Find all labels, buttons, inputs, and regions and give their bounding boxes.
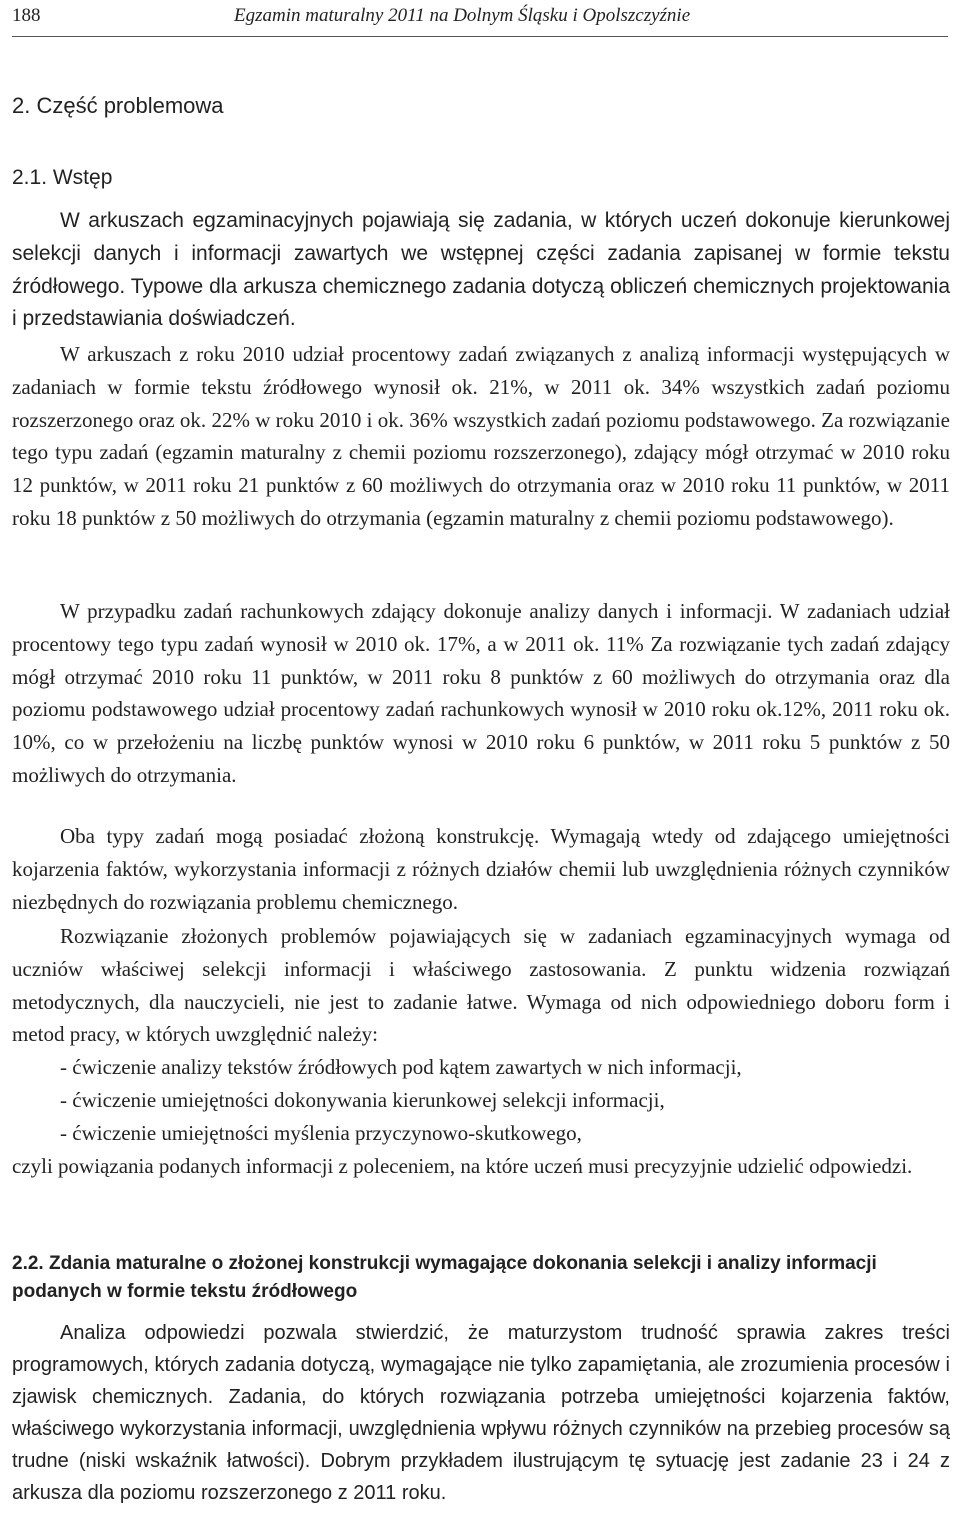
- paragraph-percentages: W arkuszach z roku 2010 udział procentowy zadań związanych z analizą informacji występujących w zadaniach w formie tekstu źródłowego wynosił ok. 21%, w 2011 ok. 34% wszystkich zadań poziomu rozszerzonego oraz ok. 22% w roku 2010 i ok. 36% wszystkich zadań poziomu podstawowego. Za rozwiązanie tego typu zadań (egzamin maturalny z chemii poziomu rozszerzonego), zdający mógł otrzymać w 2010 roku 12 punktów, w 2011 roku 21 punktów z 60 możliwych do otrzymania oraz w 2010 roku 11 punktów, w 2011 roku 18 punktów z 50 możliwych do otrzymania (egzamin maturalny z chemii poziomu podstawowego).: [12, 342, 950, 530]
- paragraph-intro: W arkuszach egzaminacyjnych pojawiają się zadania, w których uczeń dokonuje kierunkowej selekcji danych i informacji zawartych we wstępnej części zadania zapisanej w formie tekstu źródłowego. Typowe dla arkusza chemicznego zadania dotyczą obliczeń chemicznych projektowania i przedstawiania doświadczeń.: [12, 209, 950, 331]
- paragraph-methods: [12, 920, 950, 1182]
- running-title: Egzamin maturalny 2011 na Dolnym Śląsku i Opolszczyźnie: [234, 5, 691, 26]
- subsection-heading: 2.1. Wstęp: [12, 166, 113, 189]
- methods-intro: Rozwiązanie złożonych problemów pojawiających się w zadaniach egzaminacyjnych wymaga od uczniów właściwej selekcji informacji i właściwego zastosowania. Z punktu widzenia rozwiązań metodycznych, dla nauczycieli, nie jest to zadanie łatwe. Wymaga od nich odpowiedniego doboru form i metod pracy, w których uwzględnić należy:: [12, 924, 950, 1047]
- section-2-2-heading: 2.2. Zdania maturalne o złożonej konstrukcji wymagające dokonania selekcji i analizy informacji podanych w formie tekstu źródłowego: [12, 1253, 877, 1302]
- page-header: [12, 2, 948, 37]
- paragraph-complex-tasks: Oba typy zadań mogą posiadać złożoną konstrukcję. Wymagają wtedy od zdającego umiejętności kojarzenia faktów, wykorzystania informacji z różnych działów chemii lub uwzględnienia różnych czynników niezbędnych do rozwiązania problemu chemicznego.: [12, 824, 950, 914]
- section-heading: 2. Część problemowa: [12, 93, 224, 118]
- methods-conclusion: czyli powiązania podanych informacji z poleceniem, na które uczeń musi precyzyjnie udzielić odpowiedzi.: [12, 1153, 913, 1178]
- list-item: - ćwiczenie umiejętności dokonywania kierunkowej selekcji informacji,: [60, 1087, 665, 1112]
- list-item: - ćwiczenie analizy tekstów źródłowych pod kątem zawartych w nich informacji,: [60, 1055, 742, 1080]
- paragraph-analysis: Analiza odpowiedzi pozwala stwierdzić, że maturzystom trudność sprawia zakres treści programowych, których zadania dotyczą, wymagające nie tylko zapamiętania, ale zrozumienia procesów i zjawisk chemicznych. Zadania, do których rozwiązania potrzeba umiejętności kojarzenia faktów, właściwego wykorzystania informacji, uwzględnienia wpływu różnych czynników na przebieg procesów są trudne (niski wskaźnik łatwości). Dobrym przykładem ilustrującym tę sytuację jest zadanie 23 i 24 z arkusza dla poziomu rozszerzonego z 2011 roku.: [12, 1322, 950, 1504]
- list-item: - ćwiczenie umiejętności myślenia przyczynowo-skutkowego,: [60, 1120, 582, 1145]
- paragraph-calculations: W przypadku zadań rachunkowych zdający dokonuje analizy danych i informacji. W zadaniach udział procentowy tego typu zadań wynosił w 2010 ok. 17%, a w 2011 ok. 11% Za rozwiązanie tych zadań zdający mógł otrzymać 2010 roku 11 punktów, w 2011 roku 8 punktów z 60 możliwych do otrzymania oraz dla poziomu podstawowego udział procentowy zadań rachunkowych wynosił w 2010 roku ok.12%, 2011 roku ok. 10%, co w przełożeniu na liczbę punktów wynosi w 2010 roku 6 punktów, w 2011 roku 5 punktów z 50 możliwych do otrzymania.: [12, 599, 950, 787]
- page-number: 188: [12, 5, 41, 26]
